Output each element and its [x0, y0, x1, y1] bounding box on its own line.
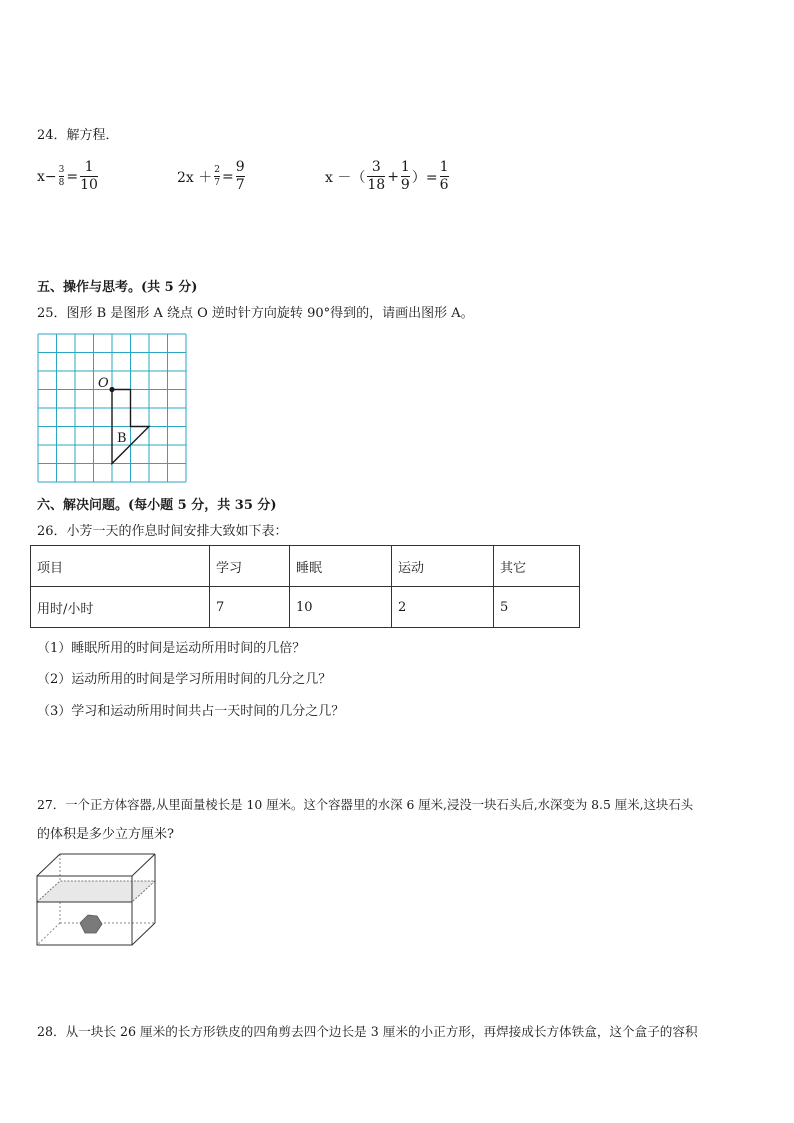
table-cell: 睡眠 — [290, 546, 392, 587]
eq2-fraction-b: $\frac{9}{7}$ — [235, 159, 245, 193]
eq1-fraction-b: $\frac{1}{10}$ — [80, 159, 98, 193]
table-cell: 5 — [494, 587, 580, 628]
stone-shape — [80, 915, 102, 933]
rotation-grid-figure — [37, 333, 187, 483]
table-row — [31, 587, 580, 628]
table-cell: 2 — [392, 587, 494, 628]
table-cell: 运动 — [392, 546, 494, 587]
eq1-equals: = — [66, 168, 79, 185]
q26-text: 26．小芳一天的作息时间安排大致如下表： — [37, 524, 288, 539]
q25-text: 25．图形 B 是图形 A 绕点 O 逆时针方向旋转 90°得到的，请画出图形 A。 — [37, 306, 474, 321]
section-5-heading: 五、操作与思考。(共 5 分) — [37, 280, 198, 295]
q24-heading: 24．解方程． — [37, 128, 119, 143]
cube-top-edge — [37, 854, 60, 876]
equation-2 — [177, 160, 247, 193]
table-cell: 用时/小时 — [31, 587, 210, 628]
table-cell: 学习 — [210, 546, 290, 587]
equation-3 — [325, 160, 451, 193]
point-o — [109, 387, 114, 392]
cube-hidden-edge — [37, 923, 60, 945]
cube-container-figure — [36, 853, 156, 947]
schedule-table — [30, 545, 580, 628]
table-cell: 其它 — [494, 546, 580, 587]
eq3-close: ）= — [411, 169, 438, 186]
eq2-lhs: 2x ＋ — [177, 169, 213, 186]
q27-line1: 27．一个正方体容器,从里面量棱长是 10 厘米。这个容器里的水深 6 厘米,浸没一块石头后,水深变为 8.5 厘米,这块石头 — [37, 797, 694, 812]
eq3-fraction-a: $\frac{3}{18}$ — [367, 159, 386, 193]
q26-sub2: （2）运动所用的时间是学习所用时间的几分之几？ — [37, 672, 332, 687]
eq3-plus: + — [387, 168, 399, 185]
table-row — [31, 546, 580, 587]
eq3-fraction-c: $\frac{1}{6}$ — [439, 159, 449, 193]
q28-line1: 28．从一块长 26 厘米的长方形铁皮的四角剪去四个边长是 3 厘米的小正方形，再焊接成长方体铁盒，这个盒子的容积 — [37, 1024, 698, 1039]
eq1-lhs: x− — [37, 168, 57, 185]
q27-line2: 的体积是多少立方厘米? — [37, 827, 174, 842]
section-6-heading: 六、解决问题。(每小题 5 分，共 35 分) — [37, 498, 277, 513]
q26-sub1: （1）睡眠所用的时间是运动所用时间的几倍？ — [37, 641, 306, 656]
table-cell: 10 — [290, 587, 392, 628]
q26-sub3: （3）学习和运动所用时间共占一天时间的几分之几？ — [37, 704, 345, 719]
table-cell: 项目 — [31, 546, 210, 587]
eq3-fraction-b: $\frac{1}{9}$ — [400, 159, 410, 193]
cube-top-edge — [132, 854, 155, 876]
equation-1 — [37, 160, 100, 193]
eq2-equals: = — [222, 168, 234, 185]
table-cell: 7 — [210, 587, 290, 628]
label-b: B — [117, 431, 127, 446]
eq2-fraction-a: $\frac{2}{7}$ — [214, 165, 220, 188]
eq3-lhs: x －（ — [325, 169, 366, 186]
label-o: O — [98, 376, 109, 391]
cube-side-edge — [132, 923, 155, 945]
water-surface — [37, 881, 155, 902]
eq1-fraction-a: $\frac{3}{8}$ — [58, 165, 65, 188]
